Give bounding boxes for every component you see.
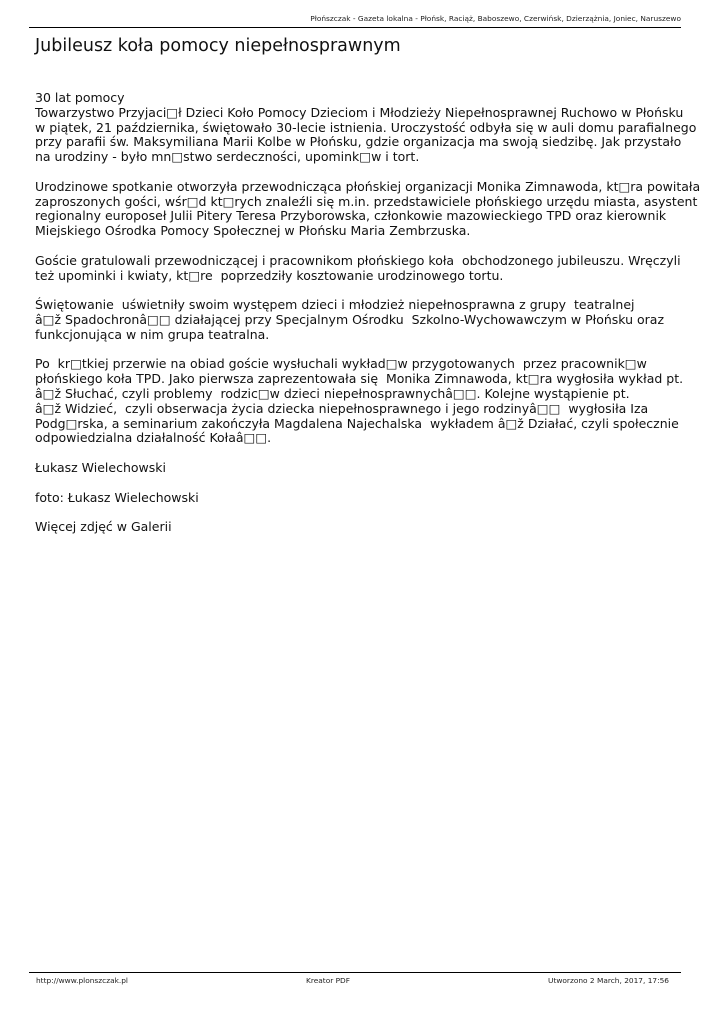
footer-created-date: Utworzono 2 March, 2017, 17:56	[548, 976, 669, 985]
paragraph-congratulations: Goście gratulowali przewodniczącej i pracownikom płońskiego koła obchodzonego jubileuszu. Wręczyli też upominki i kwiaty, kt□re poprzedziły kosztowanie urodzinowego tortu.	[35, 252, 681, 283]
article-title: Jubileusz koła pomocy niepełnosprawnym	[35, 36, 401, 56]
footer-divider	[29, 972, 681, 973]
paragraph-performance: Świętowanie uświetniły swoim występem dzieci i młodzież niepełnosprawna z grupy teatralnej â□ž Spadochronâ□□ działającej przy Specjalnym Ośrodku Szkolno-Wychowawczym w Płońsku oraz funkcjonująca w nim grupa teatralna.	[35, 297, 665, 342]
article-body	[35, 90, 701, 550]
site-header-line: Płońszczak - Gazeta lokalna - Płońsk, Raciąż, Baboszewo, Czerwińsk, Dzierzążnia, Joniec, Naruszewo	[310, 14, 681, 23]
footer-generator: Kreator PDF	[306, 976, 351, 985]
photo-credit: foto: Łukasz Wielechowski	[35, 489, 199, 505]
paragraph-intro: 30 lat pomocy Towarzystwo Przyjaci□ł Dzieci Koło Pomocy Dzieciom i Młodzieży Niepełnosprawnej Ruchowo w Płońsku w piątek, 21 października, świętowało 30-lecie istnienia. Uroczystość odbyła się w auli domu parafialnego przy parafii św. Maksymiliana Marii Kolbe w Płońsku, gdzie organizacja ma swoją siedzibę. Jak przystało na urodziny - było mn□stwo serdeczności, upomink□w i tort.	[35, 90, 697, 165]
paragraph-lectures: Po kr□tkiej przerwie na obiad goście wysłuchali wykład□w przygotowanych przez pracownik□w płońskiego koła TPD. Jako pierwsza zaprezentowała się Monika Zimnawoda, kt□ra wygłosiła wykład pt. â□ž Słuchać, czyli problemy rodzic□w dzieci niepełnosprawnychâ□□. Kolejne wystąpienie pt. â□ž Widzieć, czyli obserwacja życia dziecka niepełnosprawnego i jego rodzinyâ□□ wygłosiła Iza Podg□rska, a seminarium zakończyła Magdalena Najechalska wykładem â□ž Działać, czyli społecznie odpowiedzialna działalność Kołaâ□□.	[35, 356, 684, 446]
header-divider	[29, 27, 681, 28]
author-line: Łukasz Wielechowski	[35, 459, 166, 475]
footer-url-link[interactable]: http://www.plonszczak.pl	[36, 976, 128, 985]
paragraph-guests: Urodzinowe spotkanie otworzyła przewodnicząca płońskiej organizacji Monika Zimnawoda, kt□ra powitała zaproszonych gości, wśr□d kt□rych znaleźli się m.in. przedstawiciele płońskiego urzędu miasta, asystent regionalny europoseł Julii Pitery Teresa Przyborowska, członkowie mazowieckiego TPD oraz kierownik Miejskiego Ośrodka Pomocy Społecznej w Płońsku Maria Zembrzuska.	[35, 178, 701, 239]
gallery-link[interactable]: Więcej zdjęć w Galerii	[35, 519, 172, 535]
